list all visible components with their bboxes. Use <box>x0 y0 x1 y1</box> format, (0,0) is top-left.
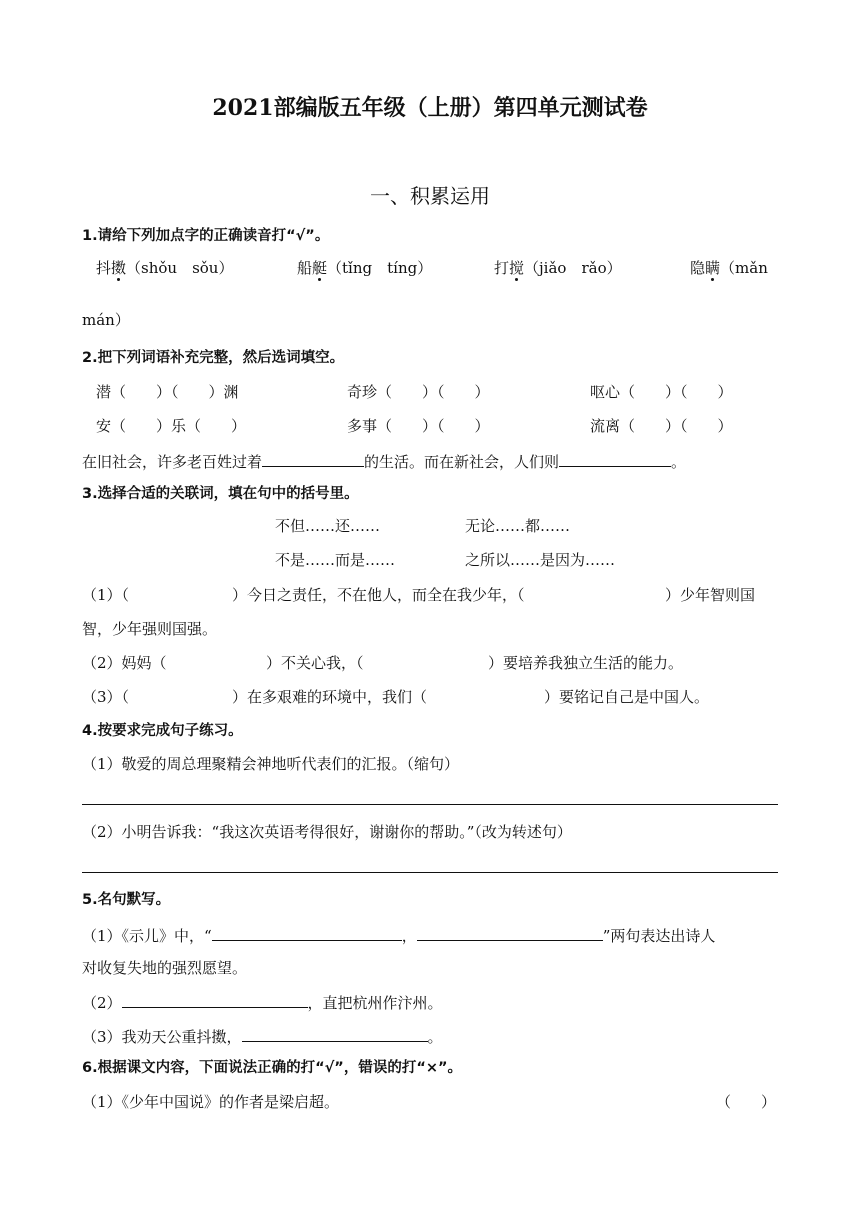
q2-word: 潜（ ）（ ）渊 <box>96 383 239 401</box>
q3-line: ）今日之责任，不在他人，而全在我少年，（ <box>232 586 525 604</box>
q1-item: 抖擞（shǒu sǒu） <box>96 259 234 277</box>
q2-word: 多事（ ）（ ） <box>347 417 490 435</box>
q2-sentence: 在旧社会，许多老百姓过着 的生活。而在新社会，人们则 。 <box>82 450 686 472</box>
q3-line: ）少年智则国 <box>665 586 756 604</box>
q2-word: 奇珍（ ）（ ） <box>347 383 490 401</box>
q4-sentence: （1）敬爱的周总理聚精会神地听代表们的汇报。（缩句） <box>82 755 460 773</box>
answer-blank[interactable] <box>262 450 364 467</box>
q3-line: （3）（ <box>82 688 130 706</box>
q5-line: （1）《示儿》中，“ ， ”两句表达出诗人 <box>82 924 715 946</box>
conjunction-option: 无论……都…… <box>465 517 571 535</box>
answer-blank[interactable] <box>212 924 402 941</box>
answer-blank[interactable] <box>122 991 308 1008</box>
q3-line: （2）妈妈（ <box>82 654 167 672</box>
q3-line: 智，少年强则国强。 <box>82 620 218 638</box>
conjunction-option: 不是……而是…… <box>275 551 396 569</box>
answer-blank[interactable] <box>242 1025 428 1042</box>
q1-item: 隐瞒（mǎn <box>690 259 768 277</box>
question-2-label: 2.把下列词语补充完整，然后选词填空。 <box>82 350 345 366</box>
answer-line[interactable] <box>82 872 778 873</box>
conjunction-option: 之所以……是因为…… <box>465 551 616 569</box>
q1-item: 打搅（jiǎo rǎo） <box>494 259 622 277</box>
q4-sentence: （2）小明告诉我：“我这次英语考得很好，谢谢你的帮助。”（改为转述句） <box>82 823 572 841</box>
q3-line: ）要铭记自己是中国人。 <box>544 688 710 706</box>
q2-word: 安（ ）乐（ ） <box>96 417 247 435</box>
section-heading: 一、积累运用 <box>370 184 490 208</box>
question-1-label: 1.请给下列加点字的正确读音打“√”。 <box>82 228 330 244</box>
q6-statement: （1）《少年中国说》的作者是梁启超。 <box>82 1093 340 1111</box>
q3-line: ）要培养我独立生活的能力。 <box>488 654 684 672</box>
q5-line: （3）我劝天公重抖擞， 。 <box>82 1025 443 1047</box>
q2-word: 呕心（ ）（ ） <box>590 383 733 401</box>
question-3-label: 3.选择合适的关联词，填在句中的括号里。 <box>82 486 359 502</box>
answer-parentheses[interactable]: （ ） <box>716 1093 777 1111</box>
question-6-label: 6.根据课文内容，下面说法正确的打“√”，错误的打“×”。 <box>82 1060 463 1076</box>
q3-line: （1）（ <box>82 586 130 604</box>
page-title: 2021部编版五年级（上册）第四单元测试卷 <box>212 95 648 121</box>
q2-word: 流离（ ）（ ） <box>590 417 733 435</box>
answer-line[interactable] <box>82 804 778 805</box>
question-5-label: 5.名句默写。 <box>82 892 171 908</box>
conjunction-option: 不但……还…… <box>275 517 381 535</box>
q3-line: ）不关心我，（ <box>266 654 364 672</box>
q1-wrap-text: mán） <box>82 311 130 329</box>
answer-blank[interactable] <box>559 450 671 467</box>
q5-line: （2） ，直把杭州作汴州。 <box>82 991 443 1013</box>
question-4-label: 4.按要求完成句子练习。 <box>82 723 243 739</box>
answer-blank[interactable] <box>417 924 603 941</box>
q1-item: 船艇（tǐng tíng） <box>297 259 433 277</box>
q3-line: ）在多艰难的环境中，我们（ <box>232 688 428 706</box>
q5-line: 对收复失地的强烈愿望。 <box>82 959 248 977</box>
